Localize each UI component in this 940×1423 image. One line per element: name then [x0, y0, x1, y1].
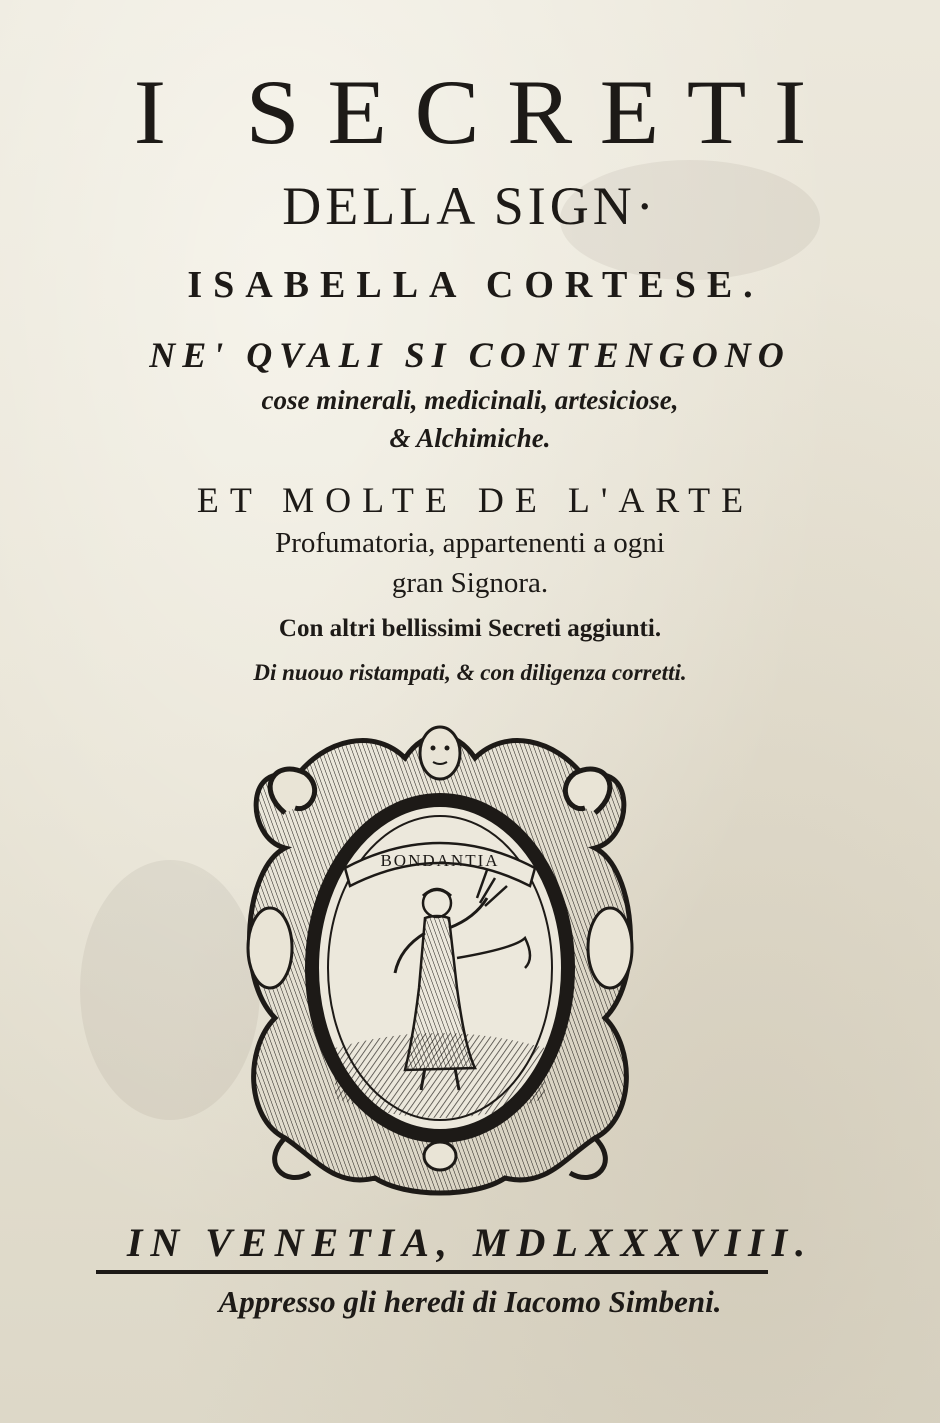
second-line-1: Profumatoria, appartenenti a ogni — [275, 527, 665, 559]
printer-name: Appresso gli heredi di Iacomo Simbeni. — [218, 1284, 722, 1319]
reprint-note: Di nuouo ristampati, & con diligenza corretti. — [253, 660, 687, 685]
contents-heading: NE' QVALI SI CONTENGONO — [149, 335, 791, 375]
bottom-mask — [424, 1142, 456, 1170]
imprint-city-year: IN VENETIA, MDLXXXVIII. — [126, 1220, 814, 1265]
imprint-rule — [96, 1270, 768, 1274]
contents-line-2: & Alchimiche. — [389, 423, 551, 453]
scroll-volute — [565, 769, 609, 813]
banner-text: BONDANTIA — [380, 851, 500, 870]
scroll-volute — [270, 769, 314, 813]
author-name: ISABELLA CORTESE. — [187, 264, 764, 306]
contents-line-1: cose minerali, medicinali, artesiciose, — [261, 385, 679, 415]
printers-device-woodcut — [225, 718, 655, 1198]
book-subtitle: DELLA SIGN· — [282, 176, 658, 236]
book-title: I SECRETI — [133, 61, 834, 163]
cherub-mask — [420, 727, 460, 779]
second-line-2: gran Signora. — [391, 567, 549, 599]
additional-secrets-line: Con altri bellissimi Secreti aggiunti. — [278, 615, 662, 642]
second-heading: ET MOLTE DE L'ARTE — [196, 480, 755, 520]
satyr-head-left — [248, 908, 292, 988]
satyr-head-right — [588, 908, 632, 988]
